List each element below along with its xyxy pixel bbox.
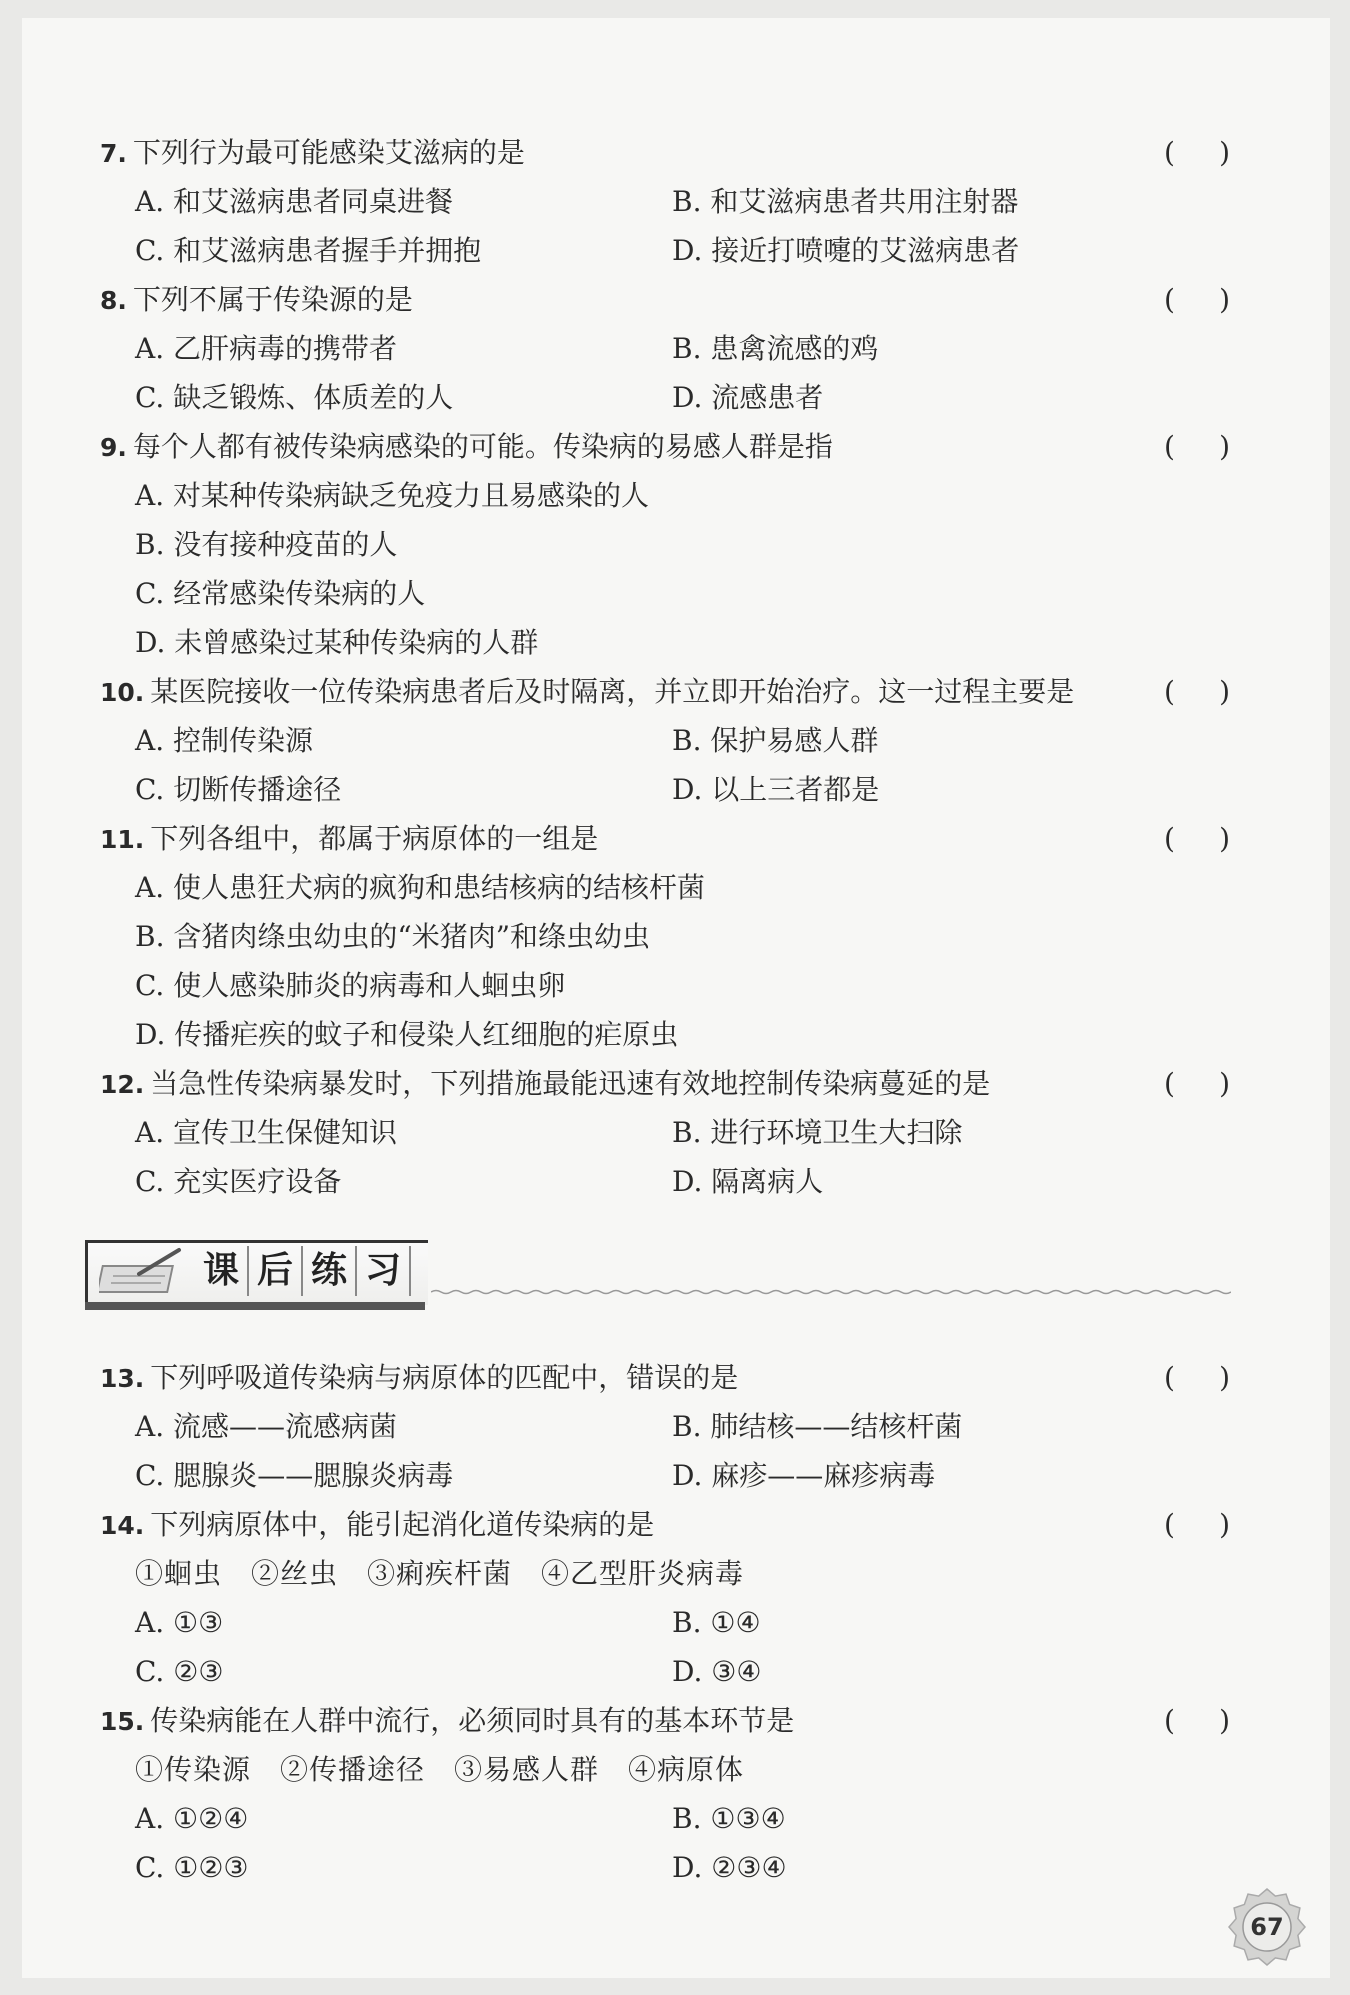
answer-bracket[interactable]: ( ) <box>1164 136 1230 169</box>
section-header <box>85 1240 1230 1310</box>
question-10 <box>100 670 1230 714</box>
option-b: B. ①③④ <box>672 1802 786 1835</box>
option-a: A. 流感——流感病菌 <box>135 1410 398 1443</box>
option-c: C. 腮腺炎——腮腺炎病毒 <box>135 1459 454 1492</box>
option-c: C. ①②③ <box>135 1851 249 1884</box>
answer-bracket[interactable]: ( ) <box>1164 822 1230 855</box>
wavy-divider <box>431 1288 1231 1296</box>
question-number: 13. <box>100 1364 145 1393</box>
page-number: 67 <box>1250 1913 1284 1941</box>
answer-bracket[interactable]: ( ) <box>1164 430 1230 463</box>
option-a: A. 对某种传染病缺乏免疫力且易感染的人 <box>135 479 650 512</box>
question-12 <box>100 1062 1230 1106</box>
option-d: D. 传播疟疾的蚊子和侵染人红细胞的疟原虫 <box>135 1018 679 1051</box>
question-stem: 传染病能在人群中流行，必须同时具有的基本环节是 <box>150 1704 795 1737</box>
option-d: D. 未曾感染过某种传染病的人群 <box>135 626 539 659</box>
option-a: A. 和艾滋病患者同桌进餐 <box>135 185 454 218</box>
question-number: 9. <box>100 433 127 462</box>
option-b: B. 没有接种疫苗的人 <box>135 528 398 561</box>
option-a: A. ①③ <box>135 1606 224 1639</box>
answer-bracket[interactable]: ( ) <box>1164 675 1230 708</box>
question-number: 11. <box>100 825 145 854</box>
answer-bracket[interactable]: ( ) <box>1164 283 1230 316</box>
question-stem: 每个人都有被传染病感染的可能。传染病的易感人群是指 <box>132 430 833 463</box>
option-b: B. 和艾滋病患者共用注射器 <box>672 185 1019 218</box>
question-number: 12. <box>100 1070 145 1099</box>
question-9 <box>100 425 1230 469</box>
option-c: C. 充实医疗设备 <box>135 1165 342 1198</box>
question-14 <box>100 1503 1230 1547</box>
option-a: A. 宣传卫生保健知识 <box>135 1116 398 1149</box>
option-d: D. 流感患者 <box>672 381 824 414</box>
question-stem: 下列行为最可能感染艾滋病的是 <box>132 136 525 169</box>
option-c: C. 使人感染肺炎的病毒和人蛔虫卵 <box>135 969 566 1002</box>
notebook-pen-icon <box>99 1246 189 1296</box>
question-stem: 下列呼吸道传染病与病原体的匹配中，错误的是 <box>150 1361 739 1394</box>
section-title: 课 后 练 习 <box>195 1246 411 1296</box>
option-a: A. ①②④ <box>135 1802 249 1835</box>
option-b: B. ①④ <box>672 1606 761 1639</box>
option-d: D. 隔离病人 <box>672 1165 824 1198</box>
option-d: D. 麻疹——麻疹病毒 <box>672 1459 936 1492</box>
question-stem: 下列各组中，都属于病原体的一组是 <box>150 822 599 855</box>
option-b: B. 肺结核——结核杆菌 <box>672 1410 963 1443</box>
question-7 <box>100 131 1230 175</box>
section-title-underline <box>85 1302 425 1310</box>
item-list: ①传染源 ②传播途径 ③易感人群 ④病原体 <box>135 1753 745 1786</box>
answer-bracket[interactable]: ( ) <box>1164 1704 1230 1737</box>
question-stem: 下列病原体中，能引起消化道传染病的是 <box>150 1508 655 1541</box>
option-a: A. 控制传染源 <box>135 724 314 757</box>
question-number: 10. <box>100 678 145 707</box>
option-d: D. 接近打喷嚏的艾滋病患者 <box>672 234 1020 267</box>
option-d: D. ②③④ <box>672 1851 787 1884</box>
answer-bracket[interactable]: ( ) <box>1164 1067 1230 1100</box>
option-c: C. 经常感染传染病的人 <box>135 577 426 610</box>
option-d: D. ③④ <box>672 1655 762 1688</box>
answer-bracket[interactable]: ( ) <box>1164 1508 1230 1541</box>
question-number: 7. <box>100 139 127 168</box>
option-b: B. 保护易感人群 <box>672 724 879 757</box>
question-number: 14. <box>100 1511 145 1540</box>
option-c: C. 缺乏锻炼、体质差的人 <box>135 381 454 414</box>
question-stem: 下列不属于传染源的是 <box>132 283 413 316</box>
question-number: 8. <box>100 286 127 315</box>
question-stem: 当急性传染病暴发时，下列措施最能迅速有效地控制传染病蔓延的是 <box>150 1067 991 1100</box>
option-b: B. 患禽流感的鸡 <box>672 332 879 365</box>
option-a: A. 乙肝病毒的携带者 <box>135 332 398 365</box>
question-8 <box>100 278 1230 322</box>
option-c: C. ②③ <box>135 1655 224 1688</box>
question-15 <box>100 1699 1230 1743</box>
option-b: B. 进行环境卫生大扫除 <box>672 1116 963 1149</box>
option-d: D. 以上三者都是 <box>672 773 880 806</box>
option-c: C. 和艾滋病患者握手并拥抱 <box>135 234 482 267</box>
option-c: C. 切断传播途径 <box>135 773 342 806</box>
question-11 <box>100 817 1230 861</box>
option-a: A. 使人患狂犬病的疯狗和患结核病的结核杆菌 <box>135 871 706 904</box>
question-13 <box>100 1356 1230 1400</box>
item-list: ①蛔虫 ②丝虫 ③痢疾杆菌 ④乙型肝炎病毒 <box>135 1557 745 1590</box>
question-number: 15. <box>100 1707 145 1736</box>
question-stem: 某医院接收一位传染病患者后及时隔离，并立即开始治疗。这一过程主要是 <box>150 675 1075 708</box>
option-b: B. 含猪肉绦虫幼虫的“米猪肉”和绦虫幼虫 <box>135 920 651 953</box>
answer-bracket[interactable]: ( ) <box>1164 1361 1230 1394</box>
